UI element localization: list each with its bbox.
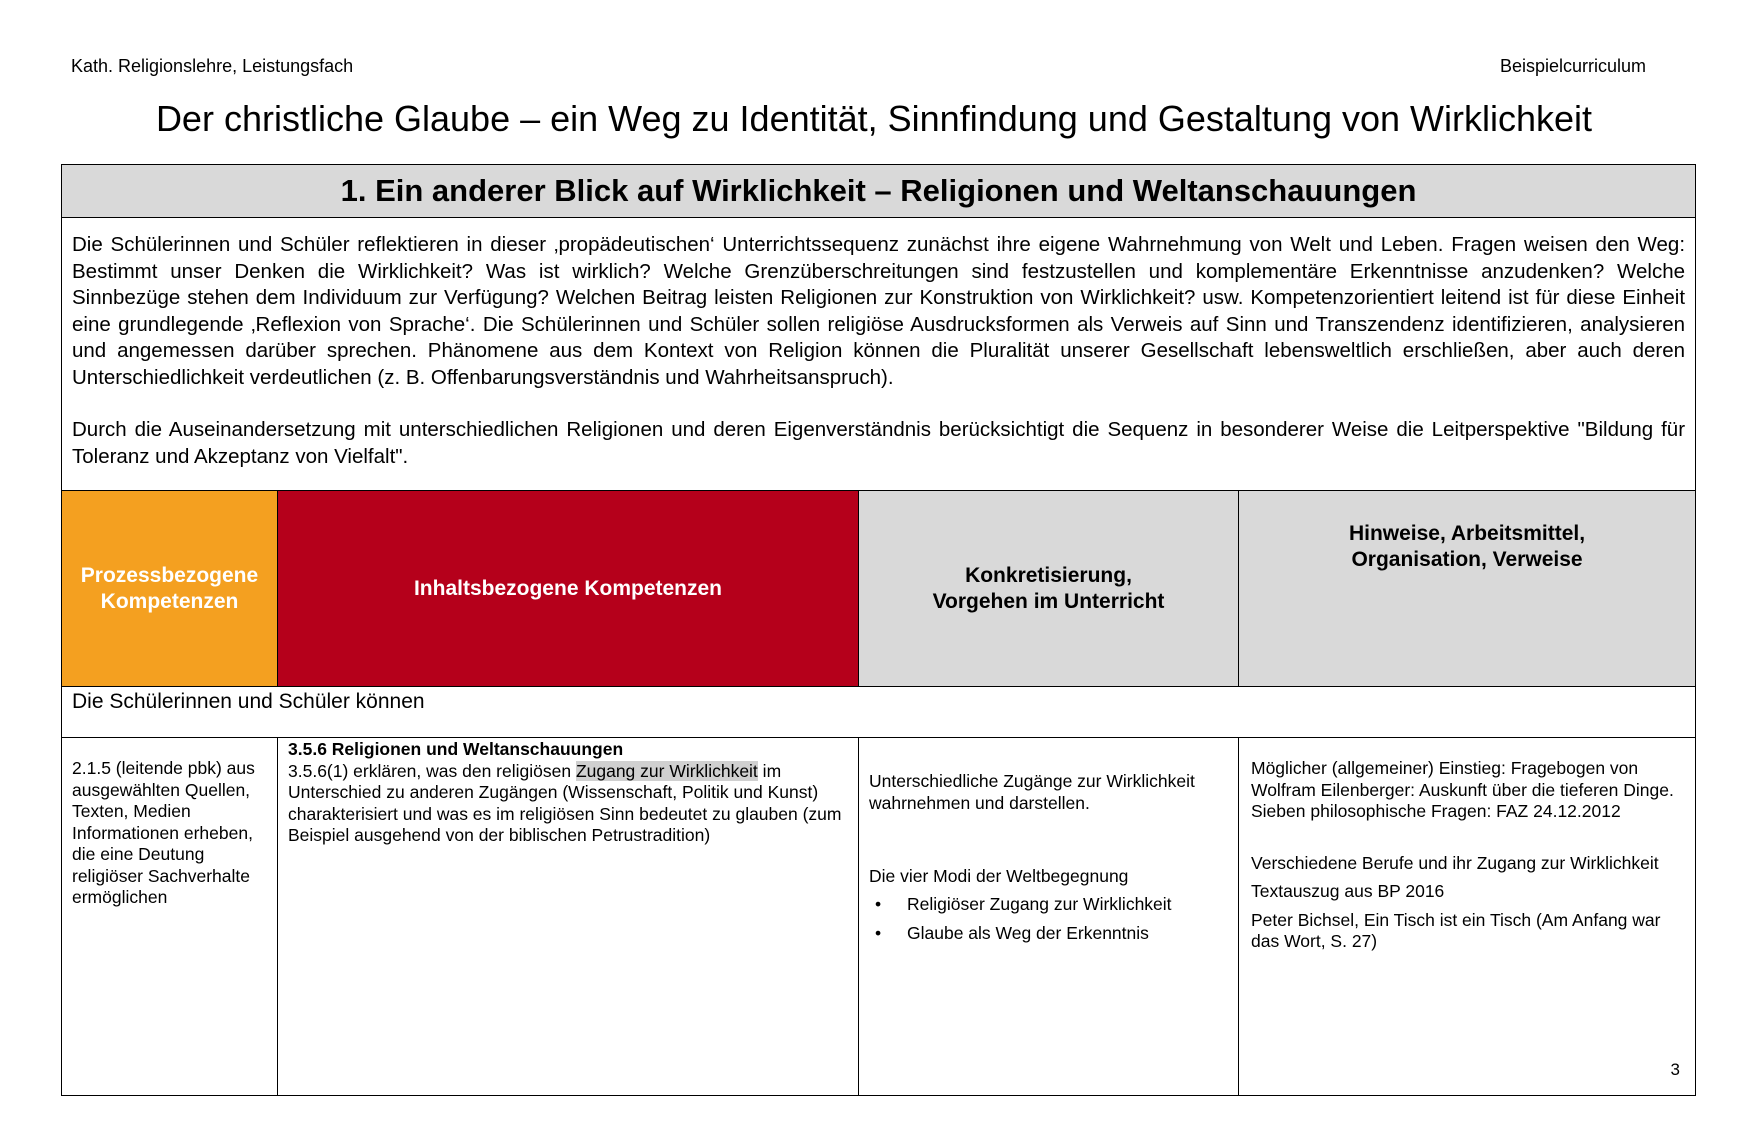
concretization-intro: Unterschiedliche Zugänge zur Wirklichkeit wahrnehmen und darstellen. xyxy=(869,771,1195,813)
content-text-suffix: im Unterschied zu anderen Zugängen (Wissenschaft, Politik und Kunst) charakterisiert und was es im religiösen Sinn bedeutet zu glauben (zum Beispiel ausgehend von der biblischen Petrustradition) xyxy=(288,760,842,845)
content-heading: 3.5.6 Religionen und Weltanschauungen xyxy=(288,739,624,759)
column-header-text: Vorgehen im Unterricht xyxy=(932,589,1165,613)
unit-title: 1. Ein anderer Blick auf Wirklichkeit – Religionen und Weltanschauungen xyxy=(62,165,1696,218)
list-item: • Glaube als Weg der Erkenntnis xyxy=(869,923,1228,945)
column-header-concretization xyxy=(859,491,1239,687)
notes-bp: Textauszug aus BP 2016 xyxy=(1251,881,1445,901)
header-curriculum-type: Beispielcurriculum xyxy=(1499,56,1646,76)
students-can-label: Die Schülerinnen und Schüler können xyxy=(62,687,1696,738)
content-text xyxy=(288,761,848,847)
column-header-text: Organisation, Verweise xyxy=(1351,548,1583,571)
page-number: 3 xyxy=(1670,1060,1680,1079)
concretization-list xyxy=(869,894,1228,945)
list-item: • Religiöser Zugang zur Wirklichkeit xyxy=(869,894,1228,916)
column-header-content: Inhaltsbezogene Kompetenzen xyxy=(278,491,859,687)
notes-bichsel: Peter Bichsel, Ein Tisch ist ein Tisch (Am Anfang war das Wort, S. 27) xyxy=(1251,909,1661,951)
column-header-notes xyxy=(1239,491,1696,687)
column-header-process: Prozessbezogene Kompetenzen xyxy=(62,491,278,687)
notes-jobs: Verschiedene Berufe und ihr Zugang zur Wirklichkeit xyxy=(1251,852,1659,873)
notes-entry: Möglicher (allgemeiner) Einstieg: Fragebogen von Wolfram Eilenberger: Auskunft über die tieferen Dinge. Sieben philosophische Fragen: FAZ 24.12.2012 xyxy=(1251,758,1674,821)
unit-introduction xyxy=(62,218,1696,491)
intro-paragraph: Die Schülerinnen und Schüler reflektieren in dieser ‚propädeutischen‘ Unterrichtssequenz zunächst ihre eigene Wahrnehmung von Welt und Leben. Fragen weisen den Weg: Bestimmt unser Denken die Wirklichkeit? Was ist wirklich? Welche Grenzüberschreitungen sind festzustellen und komplementäre Erkenntnisse anzudenken? Welche Sinnbezüge stehen dem Individuum zur Verfügung? Welchen Beitrag leisten Religionen zur Konstruktion von Wirklichkeit? usw. Kompetenzorientiert leitend ist für diese Einheit eine grundlegende ‚Reflexion von Sprache‘. Die Schülerinnen und Schüler sollen religiöse Ausdrucksformen als Verweis auf Sinn und Transzendenz identifizieren, analysieren und angemessen darüber sprechen. Phänomene aus dem Kontext von Religion können die Pluralität unserer Gesellschaft lebensweltlich erschließen, aber auch deren Unterschiedlichkeit verdeutlichen (z. B. Offenbarungsverständnis und Wahrheitsanspruch). xyxy=(72,233,1686,389)
document-title: Der christliche Glaube – ein Weg zu Identität, Sinnfindung und Gestaltung von Wirklichkeit xyxy=(155,98,1593,139)
concretization-subheading: Die vier Modi der Weltbegegnung xyxy=(869,866,1129,886)
intro-paragraph: Durch die Auseinandersetzung mit unterschiedlichen Religionen und deren Eigenverständnis berücksichtigt die Sequenz in besonderer Weise die Leitperspektive "Bildung für Toleranz und Akzeptanz von Vielfalt". xyxy=(72,418,1686,468)
header-subject: Kath. Religionslehre, Leistungsfach xyxy=(71,56,354,76)
notes-cell xyxy=(1239,738,1696,1096)
content-highlight: Zugang zur Wirklichkeit xyxy=(575,760,758,781)
column-header-text: Konkretisierung, xyxy=(965,563,1132,587)
content-text-prefix: 3.5.6(1) erklären, was den religiösen xyxy=(288,760,576,781)
process-competence-cell: 2.1.5 (leitende pbk) aus ausgewählten Quellen, Texten, Medien Informationen erheben, die eine Deutung religiöser Sachverhalte ermöglichen xyxy=(62,738,278,1096)
curriculum-table xyxy=(61,164,1696,1096)
content-competence-cell xyxy=(278,738,859,1096)
concretization-cell xyxy=(859,738,1239,1096)
column-header-text: Hinweise, Arbeitsmittel, xyxy=(1348,522,1586,545)
